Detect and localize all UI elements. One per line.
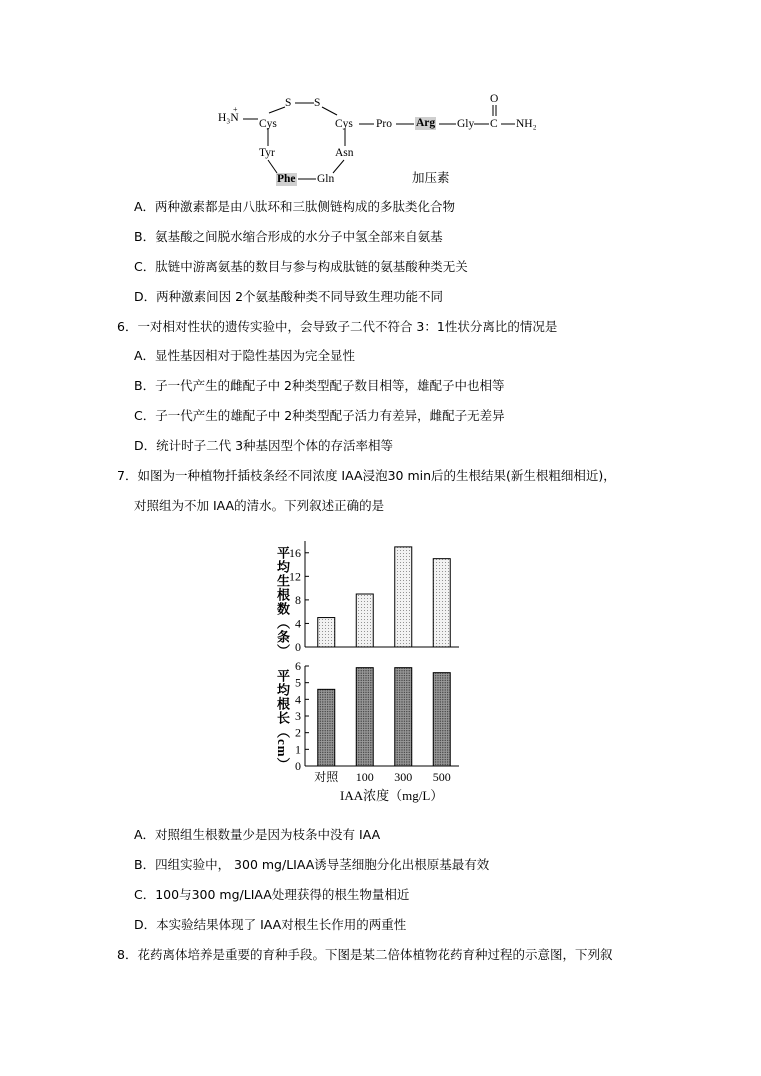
cys-1: Cys (259, 118, 277, 130)
bar-length-2 (395, 668, 412, 766)
q7-option-b: B．四组实验中， 300 mg/LIAA诱导茎细胞分化出根原基最有效 (134, 857, 490, 872)
q6-option-c: C．子一代产生的雄配子中 2种类型配子活力有差异，雌配子无差异 (134, 408, 505, 423)
vasopressin-label: 加压素 (412, 170, 450, 185)
q6-option-b: B．子一代产生的雌配子中 2种类型配子数目相等，雄配子中也相等 (134, 378, 505, 393)
y-tick-label-count-0: 0 (295, 640, 301, 654)
q6-stem: 6．一对相对性状的遗传实验中，会导致子二代不符合 3：1性状分离比的情况是 (117, 319, 558, 334)
bar-count-2 (395, 547, 412, 647)
q7-stem-line-1: 7．如图为一种植物扦插枝条经不同浓度 IAA浸泡30 min后的生根结果(新生根粗细相近)， (117, 468, 616, 483)
bar-length-1 (356, 668, 373, 766)
y-tick-label-length-3: 3 (295, 709, 301, 723)
phe-highlighted: Phe (277, 173, 296, 185)
y-tick-label-count-4: 16 (289, 545, 301, 560)
asn: Asn (335, 147, 354, 159)
y-tick-label-length-1: 1 (295, 742, 301, 757)
oxygen: O (490, 93, 499, 105)
q5-option-c: C．肽链中游离氨基的数目与参与构成肽链的氨基酸种类无关 (134, 259, 468, 274)
y-tick-label-length-5: 5 (295, 675, 301, 690)
q7-option-c: C．100与300 mg/LIAA处理获得的根生物量相近 (134, 887, 410, 902)
amide-nh2: NH₂ (516, 118, 537, 130)
q6-option-d: D．统计时子二代 3种基因型个体的存活率相等 (134, 438, 394, 453)
y-tick-label-count-1: 4 (295, 616, 301, 631)
bar-length-0 (318, 689, 335, 766)
y-tick-label-length-6: 6 (295, 659, 301, 673)
gln: Gln (317, 173, 335, 185)
tyr: Tyr (259, 147, 275, 159)
n-terminus: H₃N (218, 112, 239, 124)
bar-count-0 (318, 618, 335, 647)
q7-option-a: A．对照组生根数量少是因为枝条中没有 IAA (134, 827, 381, 842)
pro: Pro (376, 118, 392, 130)
y-tick-label-length-0: 0 (295, 759, 301, 773)
q7-stem-line-2: 对照组为不加 IAA的清水。下列叙述正确的是 (134, 498, 385, 513)
plus-charge: + (233, 105, 238, 114)
cys-2: Cys (335, 118, 353, 130)
y-tick-label-length-2: 2 (295, 725, 301, 740)
bar-length-3 (433, 673, 450, 766)
gly: Gly (457, 118, 475, 130)
sulfur-2: S (314, 97, 321, 109)
q5-option-d: D．两种激素间因 2个氨基酸种类不同导致生理功能不同 (134, 289, 444, 304)
y-tick-label-count-2: 8 (295, 592, 301, 607)
x-tick-label-0: 对照 (314, 770, 339, 784)
chart-xlabel: IAA浓度（mg/L） (340, 788, 444, 803)
chart1-ylabel: 平均生根数（条） (275, 546, 290, 658)
q5-option-b: B．氨基酸之间脱水缩合形成的水分子中氢全部来自氨基 (134, 229, 443, 244)
q5-option-a: A．两种激素都是由八肽环和三肽侧链构成的多肽类化合物 (134, 199, 456, 214)
x-tick-label-3: 500 (432, 770, 451, 784)
q8-stem: 8．花药离体培养是重要的育种手段。下图是某二倍体植物花药育种过程的示意图，下列叙 (117, 947, 613, 962)
y-tick-label-count-3: 12 (289, 569, 301, 584)
sulfur-1: S (285, 97, 292, 109)
x-tick-label-2: 300 (394, 770, 413, 784)
arg-highlighted: Arg (416, 117, 436, 129)
carbon: C (490, 118, 498, 130)
chart2-ylabel: 平均根长（cm） (275, 669, 290, 772)
x-tick-label-1: 100 (355, 770, 374, 784)
q6-option-a: A．显性基因相对于隐性基因为完全显性 (134, 348, 356, 363)
y-tick-label-length-4: 4 (295, 692, 301, 707)
q7-option-d: D．本实验结果体现了 IAA对根生长作用的两重性 (134, 917, 407, 932)
bar-count-1 (356, 594, 373, 647)
chart-root-length (295, 659, 459, 784)
chart-root-count (289, 541, 459, 654)
bar-count-3 (433, 559, 450, 647)
